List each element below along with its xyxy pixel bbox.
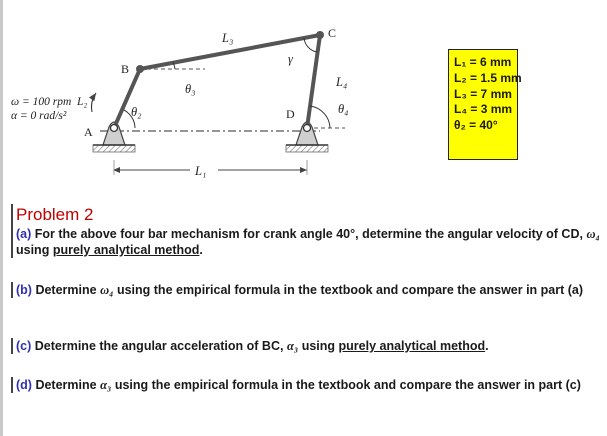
- part-a-body: For the above four bar mechanism for crank angle 40°, determine the angular velocity of CD,: [34, 227, 583, 241]
- part-b-body: Determine: [35, 283, 97, 297]
- joint-c: [316, 31, 324, 39]
- problem-block-a: [11, 204, 601, 258]
- spec-l4: L₄ = 3 mm: [454, 102, 513, 117]
- part-c-mid: using: [301, 339, 336, 353]
- link-l2-crank: [114, 69, 140, 128]
- part-c-label: (c): [16, 339, 32, 353]
- part-a-text: [16, 226, 601, 258]
- part-a-label: (a): [16, 227, 32, 241]
- joint-a-label: A: [84, 125, 93, 139]
- spec-l2: L₂ = 1.5 mm: [454, 70, 522, 85]
- spec-box: [448, 49, 522, 160]
- part-d-rest: using the empirical formula in the textbook and compare the answer in part (c): [114, 378, 581, 392]
- problem-block-c: [11, 338, 601, 354]
- part-d-body: Determine: [35, 378, 97, 392]
- spec-l3: L₃ = 7 mm: [454, 86, 512, 101]
- part-c-body: Determine the angular acceleration of BC,: [34, 339, 284, 353]
- joint-a: [111, 125, 118, 132]
- theta4-label: θ₄: [338, 102, 349, 116]
- part-d-symbol: α₃: [100, 378, 112, 392]
- part-b-label: (b): [16, 283, 32, 297]
- theta3-label: θ₃: [185, 82, 196, 96]
- joint-c-label: C: [328, 26, 337, 40]
- alpha-label: α = 0 rad/s²: [11, 110, 67, 122]
- part-a-end: .: [199, 243, 203, 257]
- joint-d: [304, 125, 311, 132]
- part-d-label: (d): [16, 378, 32, 392]
- l1-label: L₁: [195, 164, 207, 178]
- link-l4-rocker: [307, 35, 320, 128]
- omega-label: ω = 100 rpm: [11, 96, 72, 108]
- l3-label: L₃: [222, 31, 234, 45]
- joint-b-label: B: [121, 62, 130, 76]
- spec-l1: L₁ = 6 mm: [454, 55, 512, 69]
- l4-label: L₄: [336, 75, 348, 89]
- part-a-method: purely analytical method: [52, 243, 200, 257]
- problem-block-d: [11, 377, 601, 393]
- part-a-mid: using: [16, 243, 50, 257]
- part-b-rest: using the empirical formula in the textbook and compare the answer in part (a): [116, 283, 584, 297]
- part-c-end: .: [485, 339, 489, 353]
- joint-b: [136, 65, 144, 73]
- problem-title: Problem 2: [16, 205, 94, 224]
- part-a-symbol: ω₄: [586, 227, 600, 241]
- spec-theta2: θ₂ = 40°: [454, 118, 498, 133]
- l2-label: L₂: [77, 96, 88, 108]
- theta2-label: θ₂: [131, 105, 142, 119]
- part-c-symbol: α₃: [286, 339, 299, 353]
- joint-d-label: D: [286, 107, 295, 121]
- problem-block-b: [11, 282, 601, 298]
- part-c-method: purely analytical method: [338, 339, 486, 353]
- gamma-label: γ: [288, 52, 293, 66]
- part-b-symbol: ω₄: [100, 283, 114, 297]
